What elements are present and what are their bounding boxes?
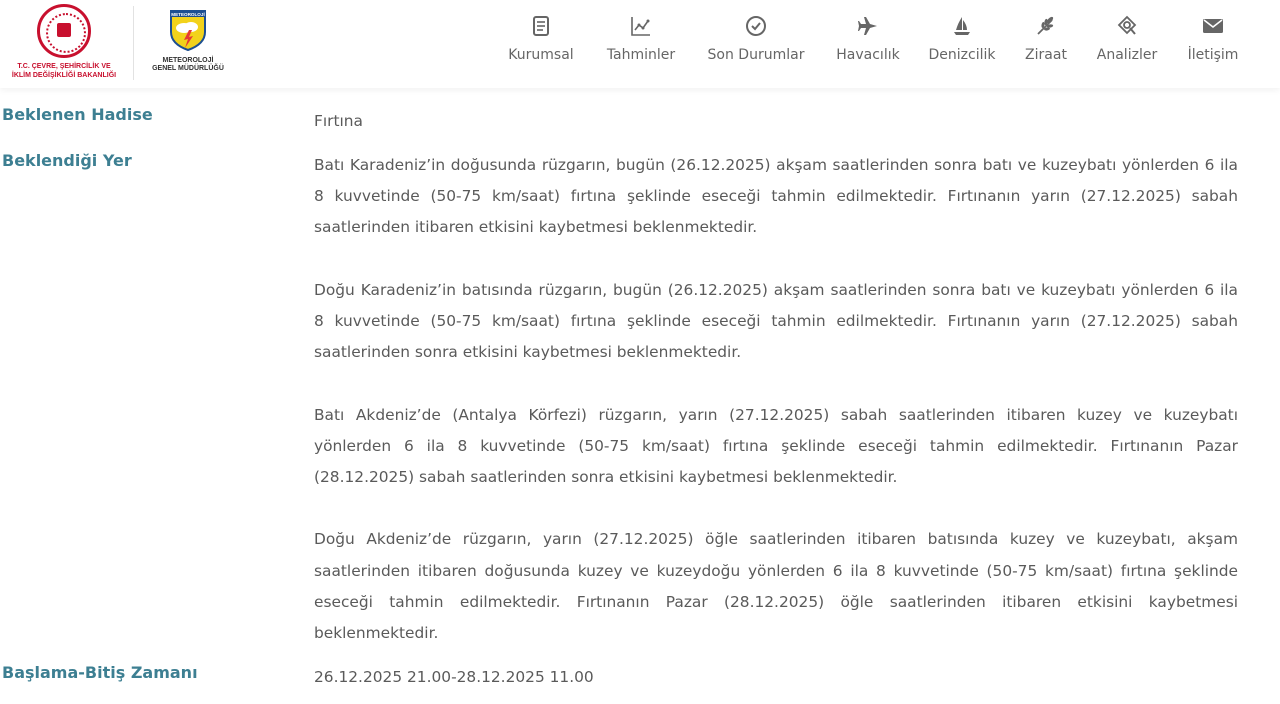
- nav-label-analizler: Analizler: [1096, 47, 1158, 63]
- location-paragraph: Doğu Akdeniz’de rüzgarın, yarın (27.12.2025) öğle saatlerinden itibaren batısında kuzey ve kuzeybatı, akşam saatlerinden itibaren doğusunda kuzey ve kuzeydoğu yönlerden 6 ila 8 kuvvetinde (50-75 km/saat) fırtına şeklinde eseceği tahmin edilmektedir. Fırtınanın Pazar (28.12.2025) öğle saatlerinden itibaren etkisini kaybetmesi beklenmektedir.: [314, 530, 1238, 642]
- location-paragraph: Batı Akdeniz’de (Antalya Körfezi) rüzgarın, yarın (27.12.2025) sabah saatlerinden itibaren kuzey ve kuzeybatı yönlerden 6 ila 8 kuvvetinde (50-75 km/saat) fırtına şeklinde eseceği tahmin edilmektedir. Fırtınanın Pazar (28.12.2025) sabah saatlerinden sonra etkisini kaybetmesi beklenmektedir.: [314, 405, 1238, 486]
- nav-label-kurumsal: Kurumsal: [508, 47, 574, 63]
- nav-label-ziraat: Ziraat: [1025, 47, 1067, 63]
- nav-item-havacilik[interactable]: [832, 14, 904, 70]
- mgm-shield-text: METEOROLOJİ: [171, 12, 205, 17]
- wheat-icon: [1034, 14, 1058, 38]
- nav-item-kurumsal[interactable]: [505, 14, 577, 70]
- document-icon: [529, 14, 553, 38]
- mgm-logo-line2: GENEL MÜDÜRLÜĞÜ: [152, 65, 224, 72]
- ministry-seal-icon: [37, 4, 91, 58]
- nav-label-son-durumlar: Son Durumlar: [707, 47, 805, 63]
- nav-item-son-durumlar[interactable]: [704, 14, 808, 70]
- location-value: [314, 150, 1238, 649]
- nav-item-tahminler[interactable]: [602, 14, 680, 70]
- time-value: 26.12.2025 21.00-28.12.2025 11.00: [314, 668, 594, 686]
- sailboat-icon: [950, 14, 974, 38]
- location-label: Beklendiği Yer: [2, 151, 132, 170]
- nav-label-denizcilik: Denizcilik: [928, 47, 996, 63]
- event-label: Beklenen Hadise: [2, 105, 153, 124]
- airplane-icon: [856, 14, 880, 38]
- location-paragraph: Doğu Karadeniz’in batısında rüzgarın, bugün (26.12.2025) akşam saatlerinden sonra batı ve kuzeybatı yönlerden 6 ila 8 kuvvetinde (50-75 km/saat) fırtına şeklinde eseceği tahmin edilmektedir. Fırtınanın yarın (27.12.2025) sabah saatlerinden sonra etkisini kaybetmesi beklenmektedir.: [314, 280, 1238, 362]
- time-label: Başlama-Bitiş Zamanı: [2, 663, 198, 682]
- analysis-icon: [1115, 14, 1139, 38]
- nav-item-ziraat[interactable]: [1020, 14, 1072, 70]
- nav-item-denizcilik[interactable]: [926, 14, 998, 70]
- mgm-shield-icon: [169, 8, 207, 52]
- logo-divider: [133, 6, 134, 80]
- nav-label-iletisim: İletişim: [1187, 47, 1239, 63]
- chart-icon: [629, 14, 653, 38]
- nav-label-havacilik: Havacılık: [836, 47, 900, 63]
- nav-label-tahminler: Tahminler: [606, 47, 676, 63]
- nav-item-iletisim[interactable]: [1184, 14, 1242, 70]
- nav-item-analizler[interactable]: [1094, 14, 1160, 70]
- location-paragraph: Batı Karadeniz’in doğusunda rüzgarın, bugün (26.12.2025) akşam saatlerinden sonra batı ve kuzeybatı yönlerden 6 ila 8 kuvvetinde (50-75 km/saat) fırtına şeklinde eseceği tahmin edilmektedir. Fırtınanın yarın (27.12.2025) sabah saatlerinden itibaren etkisini kaybetmesi beklenmektedir.: [314, 156, 1238, 237]
- ministry-logo[interactable]: [4, 4, 124, 82]
- event-value: Fırtına: [314, 112, 363, 130]
- ministry-logo-line2: İKLİM DEĞİŞİKLİĞİ BAKANLIĞI: [11, 72, 117, 79]
- ministry-logo-line1: T.C. ÇEVRE, ŞEHİRCİLİK VE: [17, 63, 111, 70]
- clock-icon: [744, 14, 768, 38]
- envelope-icon: [1201, 14, 1225, 38]
- mgm-logo-line1: METEOROLOJİ: [162, 57, 214, 64]
- site-header: [0, 0, 1280, 88]
- mgm-logo[interactable]: [145, 8, 231, 82]
